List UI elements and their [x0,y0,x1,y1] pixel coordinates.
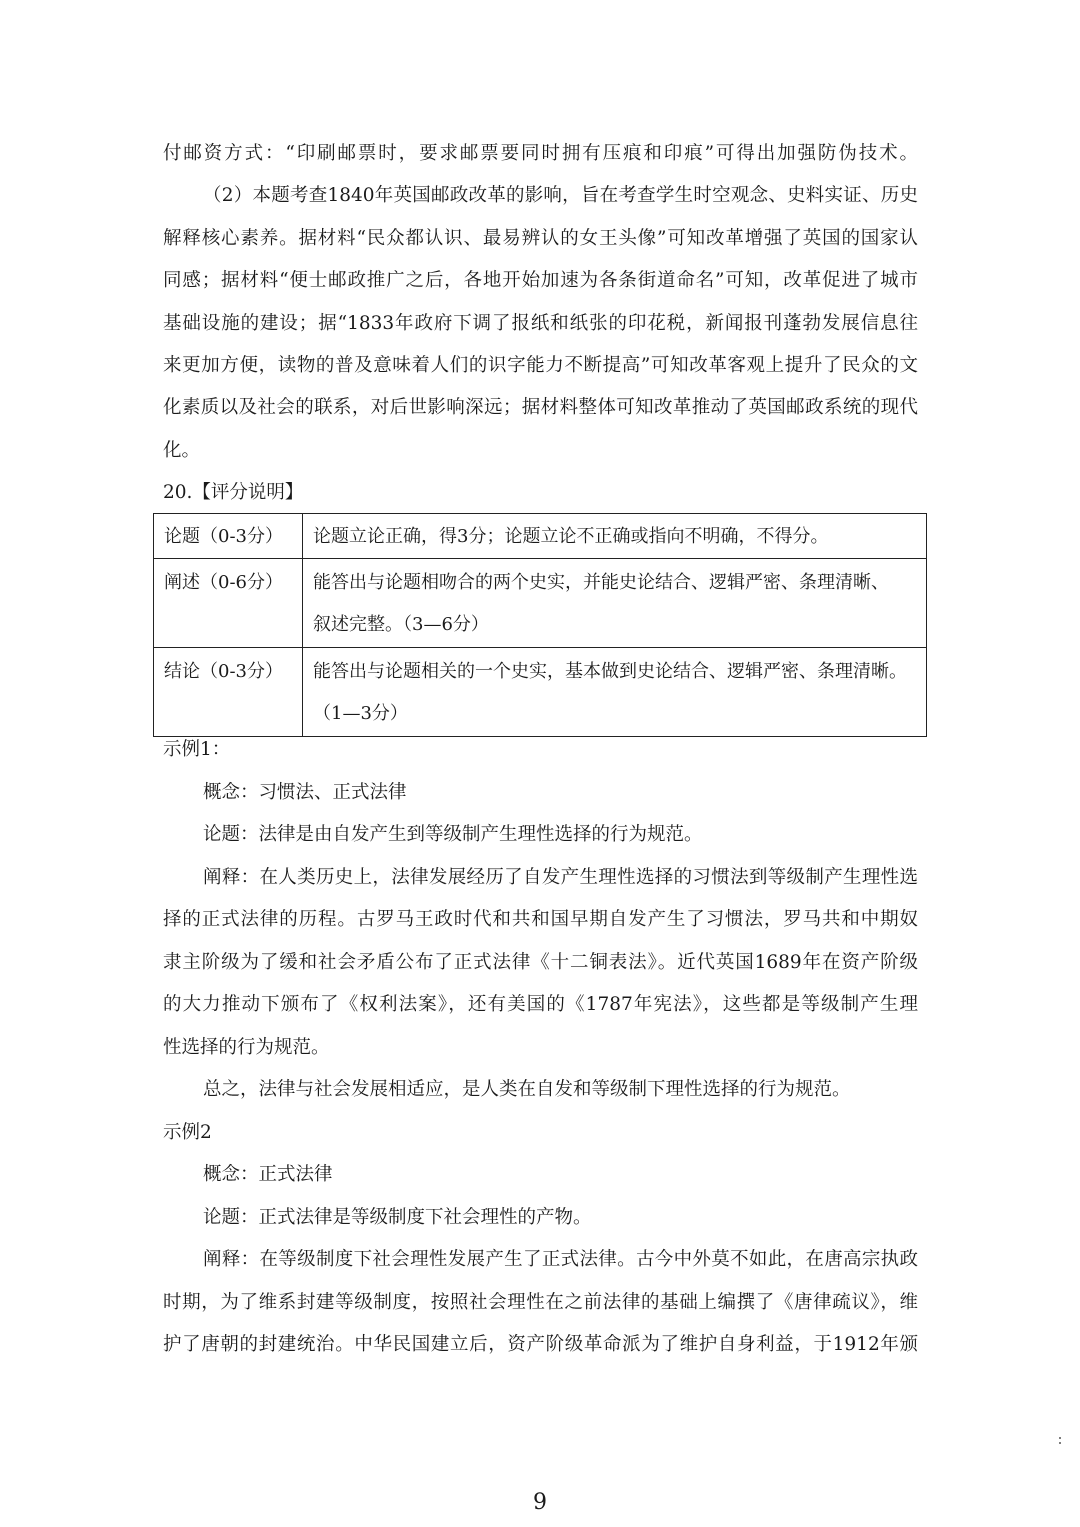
example-title: 示例2 [163,1122,212,1143]
example-title: 示例1： [163,739,231,760]
example-concept: 概念：正式法律 [203,1164,333,1185]
paragraph-line: 化。 [163,440,201,461]
explanation-line: 时期，为了维系封建等级制度，按照社会理性在之前法律的基础上编撰了《唐律疏议》，维 [163,1292,918,1313]
paragraph-line: （2）本题考查1840年英国邮政改革的影响，旨在考查学生时空观念、史料实证、历史 [203,185,918,206]
table-row [154,559,927,648]
paragraph-line: 解释核心素养。据材料“民众都认识、最易辨认的女王头像”可知改革增强了英国的国家认 [163,228,918,249]
explanation-line: 隶主阶级为了缓和社会矛盾公布了正式法律《十二铜表法》。近代英国1689年在资产阶级 [163,952,918,973]
criteria-text-line: 叙述完整。（3—6分） [313,614,489,635]
page-number: 9 [533,1490,547,1515]
criteria-text-line: 能答出与论题相关的一个史实，基本做到史论结合、逻辑严密、条理清晰。 [313,661,907,682]
criteria-text-line: 能答出与论题相吻合的两个史实，并能史论结合、逻辑严密、条理清晰、 [313,572,889,593]
criteria-description [303,514,927,559]
paragraph-line: 来更加方便，读物的普及意味着人们的识字能力不断提高”可知改革客观上提升了民众的文 [163,355,918,376]
example-concept: 概念：习惯法、正式法律 [203,782,407,803]
question-heading: 20.【评分说明】 [163,482,304,503]
paragraph-line: 同感；据材料“便士邮政推广之后，各地开始加速为各条街道命名”可知，改革促进了城市 [163,270,918,291]
scoring-table [153,513,927,737]
paragraph-line: 化素质以及社会的联系，对后世影响深远；据材料整体可知改革推动了英国邮政系统的现代 [163,397,918,418]
explanation-line: 阐释：在等级制度下社会理性发展产生了正式法律。古今中外莫不如此，在唐高宗执政 [203,1249,918,1270]
paragraph-line: 基础设施的建设；据“1833年政府下调了报纸和纸张的印花税，新闻报刊蓬勃发展信息往 [163,313,918,334]
example-thesis: 论题：正式法律是等级制度下社会理性的产物。 [203,1207,592,1228]
paragraph-line: 付邮资方式：“印刷邮票时，要求邮票要同时拥有压痕和印痕”可得出加强防伪技术。 [163,143,918,164]
explanation-line: 性选择的行为规范。 [163,1037,330,1058]
example-thesis: 论题：法律是由自发产生到等级制产生理性选择的行为规范。 [203,824,703,845]
explanation-line: 择的正式法律的历程。古罗马王政时代和共和国早期自发产生了习惯法，罗马共和中期奴 [163,909,918,930]
criteria-label: 论题（0-3分） [154,514,303,559]
explanation-line: 的大力推动下颁布了《权利法案》，还有美国的《1787年宪法》，这些都是等级制产生理 [163,994,918,1015]
example-conclusion: 总之，法律与社会发展相适应，是人类在自发和等级制下理性选择的行为规范。 [203,1079,851,1100]
criteria-text-line: 论题立论正确，得3分；论题立论不正确或指向不明确，不得分。 [313,526,829,547]
criteria-label: 结论（0-3分） [154,648,303,737]
table-row [154,648,927,737]
criteria-description [303,648,927,737]
scan-speck [1058,1436,1062,1446]
explanation-line: 护了唐朝的封建统治。中华民国建立后，资产阶级革命派为了维护自身利益，于1912年颁 [163,1334,918,1355]
criteria-description [303,559,927,648]
table-row [154,514,927,559]
criteria-label: 阐述（0-6分） [154,559,303,648]
explanation-line: 阐释：在人类历史上，法律发展经历了自发产生理性选择的习惯法到等级制产生理性选 [203,867,918,888]
criteria-text-line: （1—3分） [313,703,408,724]
